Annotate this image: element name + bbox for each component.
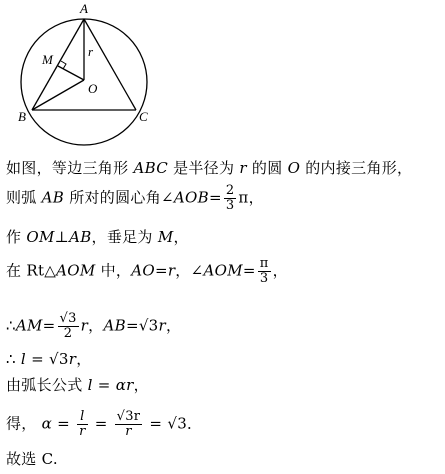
side-ab <box>32 19 84 110</box>
solution-line-1 <box>6 159 412 177</box>
solution-line-5 <box>6 312 181 341</box>
text: = <box>154 261 168 280</box>
segment-ob <box>32 80 84 110</box>
label-o: O <box>88 81 98 96</box>
solution-line-4 <box>6 257 288 286</box>
text: ，垂足为 <box>91 228 158 246</box>
numerator: 2 <box>225 183 235 198</box>
fraction-sqrt3-2 <box>58 312 79 341</box>
sqrt-3: √3 <box>167 414 188 433</box>
math-aob: AOB <box>173 188 209 207</box>
label-c: C <box>139 109 148 124</box>
denominator: r <box>115 424 143 439</box>
math-m: M <box>157 228 174 246</box>
label-m: M <box>42 52 53 67</box>
math-aom: AOM <box>56 261 96 280</box>
text: = <box>144 414 168 433</box>
math-o: O <box>287 159 301 177</box>
math-r: r <box>167 261 176 280</box>
label-a: A <box>80 1 88 16</box>
text: 则弧 <box>6 188 42 207</box>
math-r: r <box>68 350 77 368</box>
denominator: 2 <box>58 326 79 341</box>
math-ab: AB <box>41 188 65 207</box>
side-ac <box>84 19 136 110</box>
answer-text: 故选 C. <box>6 450 58 468</box>
text: ， <box>133 376 149 394</box>
math-l: l <box>20 350 27 368</box>
label-r: r <box>88 44 94 59</box>
text: ， <box>166 316 182 335</box>
text: = <box>26 350 50 368</box>
text: 的内接三角形， <box>300 159 413 177</box>
math-ab: AB <box>69 228 92 246</box>
sqrt-3: √3 <box>138 316 159 335</box>
solution-line-9 <box>6 450 58 468</box>
math-r: r <box>158 316 166 335</box>
text: 是半径为 <box>168 159 240 177</box>
text: = <box>89 414 113 433</box>
fraction-2-3 <box>224 184 237 213</box>
text: = <box>92 376 116 394</box>
text: ，∠ <box>175 261 204 280</box>
text: ⊥ <box>54 228 70 246</box>
text: 如图，等边三角形 <box>6 159 134 177</box>
text: = <box>52 414 76 433</box>
text: ， <box>173 228 189 246</box>
text: ， <box>76 350 92 368</box>
text: 得， <box>6 414 42 433</box>
numerator: l <box>80 409 85 424</box>
solution-line-7 <box>6 376 149 394</box>
solution-line-2 <box>6 184 264 213</box>
fraction-sqrt3r-r <box>115 410 143 439</box>
sqrt-3: √3 <box>49 350 69 368</box>
text: ， <box>88 316 104 335</box>
segment-om <box>58 66 84 80</box>
denominator: r <box>79 424 86 439</box>
text: 作 <box>6 228 27 246</box>
denominator: 3 <box>258 271 271 286</box>
math-abc: ABC <box>133 159 168 177</box>
fraction-l-r <box>77 410 88 439</box>
numerator: √3r <box>116 409 141 424</box>
geometry-figure <box>0 0 445 150</box>
math-aom: AOM <box>203 261 243 280</box>
fraction-pi-3 <box>258 257 271 286</box>
math-r: r <box>239 159 247 177</box>
text: = <box>125 316 139 335</box>
text: π， <box>238 188 264 207</box>
denominator: 3 <box>225 198 235 213</box>
math-am: AM <box>15 316 43 335</box>
text: = <box>208 188 222 207</box>
solution-line-6 <box>6 350 92 368</box>
math-ab: AB <box>103 316 126 335</box>
math-ao: AO <box>131 261 155 280</box>
text: ， <box>272 261 288 280</box>
text: = <box>42 316 56 335</box>
math-l: l <box>87 376 93 394</box>
text: ∴ <box>6 350 21 368</box>
text: ∴ <box>6 316 16 335</box>
label-b: B <box>18 109 26 124</box>
text: 中， <box>95 261 132 280</box>
math-alpha: α <box>41 414 53 433</box>
solution-line-3 <box>6 228 189 246</box>
math-alpha-r: αr <box>115 376 134 394</box>
text: 所对的圆心角∠ <box>64 188 174 207</box>
math-r: r <box>80 316 89 335</box>
text: 在 Rt△ <box>6 261 57 280</box>
numerator: π <box>259 256 269 271</box>
text: 由弧长公式 <box>6 376 88 394</box>
text: 的圆 <box>246 159 288 177</box>
numerator: √3 <box>59 311 77 326</box>
solution-line-8 <box>6 410 202 439</box>
text: ． <box>187 414 203 433</box>
text: = <box>242 261 256 280</box>
math-om: OM <box>26 228 55 246</box>
